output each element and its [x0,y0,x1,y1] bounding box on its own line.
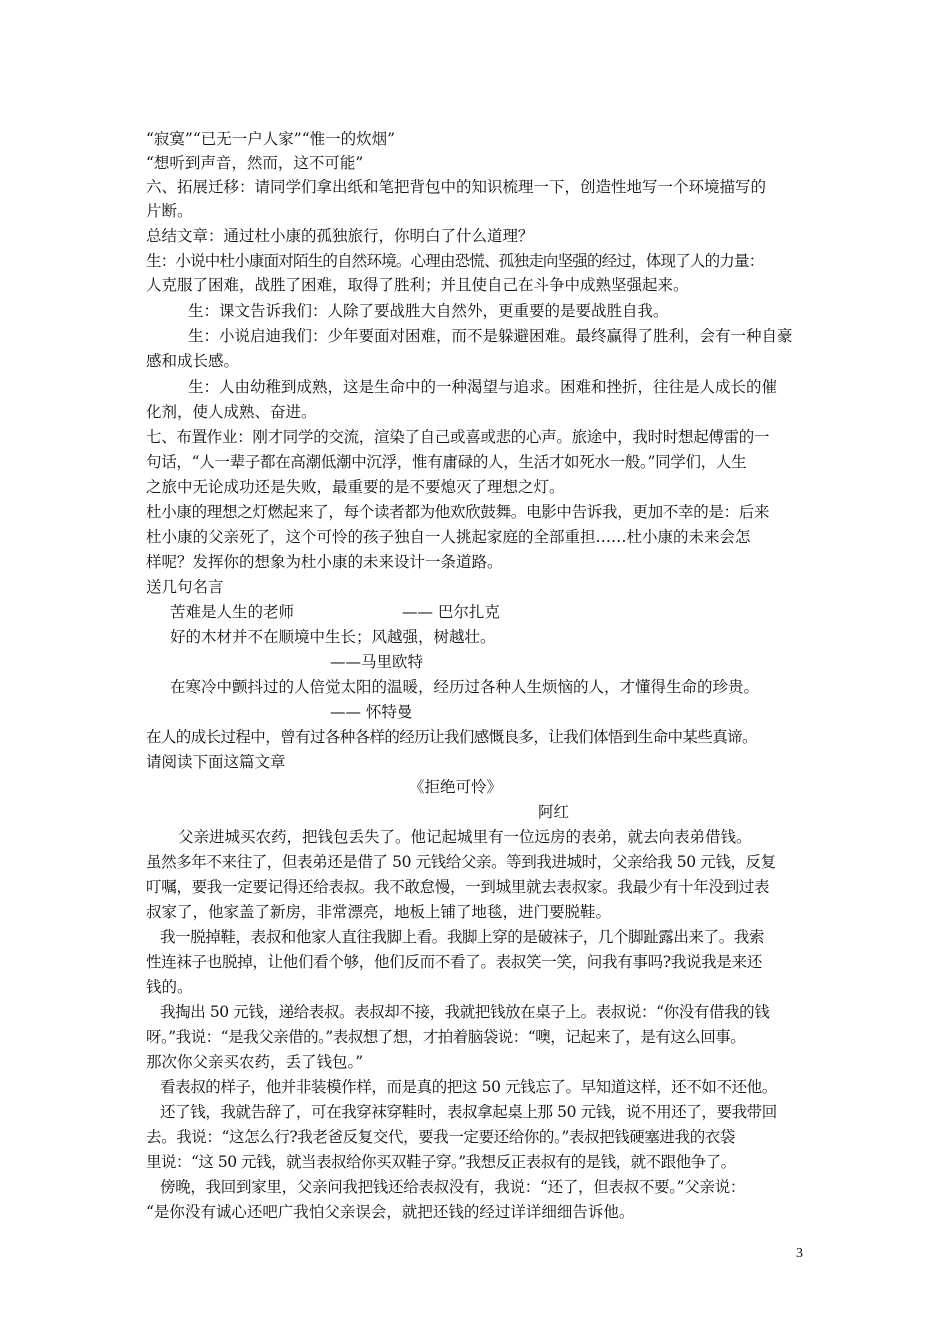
text-line: 杜小康的理想之灯燃起来了，每个读者都为他欢欣鼓舞。电影中告诉我，更加不幸的是：后来 [146,503,770,521]
text-line: 虽然多年不来往了，但表弟还是借了 50 元钱给父亲。等到我进城时，父亲给我 50 元钱，反复 [146,853,776,871]
article-author: 阿红 [538,803,570,821]
text-line: 生：小说中杜小康面对陌生的自然环境。心理由恐慌、孤独走向坚强的经过，体现了人的力量： [146,252,764,270]
text-line: 性连袜子也脱掉，让他们看个够，他们反而不看了。表叔笑一笑，问我有事吗?我说我是来还 [146,953,763,971]
text-line: 叮嘱，要我一定要记得还给表叔。我不敢怠慢，一到城里就去表叔家。我最少有十年没到过表 [146,878,770,896]
text-line: 里说：“这 50 元钱，就当表叔给你买双鞋子穿。”我想反正表叔有的是钱，就不跟他争了。 [146,1153,736,1171]
text-line: 六、拓展迁移：请同学们拿出纸和笔把背包中的知识梳理一下，创造性地写一个环境描写的 [146,178,767,196]
text-line: 生：小说启迪我们：少年要面对困难，而不是躲避困难。最终赢得了胜利，会有一种自豪 [188,327,793,345]
text-line: 化剂，使人成熟、奋进。 [146,403,317,421]
text-line: 在人的成长过程中，曾有过各种各样的经历让我们感慨良多，让我们体悟到生命中某些真谛。 [146,728,757,746]
text-line: 还了钱，我就告辞了，可在我穿袜穿鞋时，表叔拿起桌上那 50 元钱，说不用还了，要我带回 [160,1103,777,1121]
text-line: 送几句名言 [146,578,224,596]
text-line: 去。我说：“这怎么行?我老爸反复交代，要我一定要还给你的。”表叔把钱硬塞进我的衣袋 [146,1128,736,1146]
text-line: 看表叔的样子，他并非装模作样，而是真的把这 50 元钱忘了。早知道这样，还不如不还他。 [160,1078,777,1096]
text-line: 感和成长感。 [146,352,240,370]
text-line: 生：人由幼稚到成熟，这是生命中的一种渴望与追求。困难和挫折，往往是人成长的催 [188,378,778,396]
text-line: 样呢？发挥你的想象为杜小康的未来设计一条道路。 [146,553,503,571]
text-line: 生：课文告诉我们：人除了要战胜大自然外，更重要的是要战胜自我。 [188,302,669,320]
page-number: 3 [796,1246,803,1261]
article-title: 《拒绝可怜》 [409,778,503,796]
quote-author: —— 怀特曼 [330,703,413,721]
text-line: 之旅中无论成功还是失败，最重要的是不要熄灭了理想之灯。 [146,478,565,496]
text-line: “是你没有诚心还吧广我怕父亲误会，就把还钱的经过详详细细告诉他。 [146,1203,635,1221]
text-line: 我掏出 50 元钱，递给表叔。表叔却不接，我就把钱放在桌子上。表叔说：“你没有借我的钱 [160,1003,770,1021]
text-line: “寂寞”“已无一户人家”“惟一的炊烟” [146,130,396,148]
text-line: 叔家了，他家盖了新房，非常漂亮，地板上铺了地毯，进门要脱鞋。 [146,903,612,921]
text-line: 我一脱掉鞋，表叔和他家人直往我脚上看。我脚上穿的是破袜子，几个脚趾露出来了。我索 [160,928,765,946]
text-line: 杜小康的父亲死了，这个可怜的孩子独自一人挑起家庭的全部重担……杜小康的未来会怎 [146,528,751,546]
text-line: 七、布置作业：刚才同学的交流，渲染了自己或喜或悲的心声。旅途中，我时时想起傅雷的一 [146,428,770,446]
quote-text: 在寒冷中颤抖过的人倍觉太阳的温暖，经历过各种人生烦恼的人，才懂得生命的珍贵。 [170,678,760,696]
quote-author: ——马里欧特 [330,653,424,671]
quote-text: 苦难是人生的老师 [170,603,295,621]
text-line: 呀。”我说：“是我父亲借的。”表叔想了想，才拍着脑袋说：“噢，记起来了，是有这么回事。 [146,1028,746,1046]
text-line: 总结文章：通过杜小康的孤独旅行，你明白了什么道理？ [146,227,534,245]
text-line: 钱的。 [146,978,193,996]
text-line: 那次你父亲买农药，丢了钱包。” [146,1053,364,1071]
text-line: 傍晚，我回到家里，父亲问我把钱还给表叔没有，我说：“还了，但表叔不要。”父亲说： [160,1178,746,1196]
text-line: 句话，“人一辈子都在高潮低潮中沉浮，惟有庸碌的人，生活才如死水一般。”同学们，人生 [146,453,747,471]
quote-author: —— 巴尔扎克 [402,603,500,621]
text-line: 人克服了困难，战胜了困难，取得了胜利；并且使自己在斗争中成熟坚强起来。 [146,276,689,294]
quote-text: 好的木材并不在顺境中生长；风越强，树越壮。 [170,628,496,646]
text-line: 请阅读下面这篇文章 [146,753,286,771]
text-line: “想听到声音，然而，这不可能” [146,154,364,172]
text-line: 父亲进城买农药，把钱包丢失了。他记起城里有一位远房的表弟，就去向表弟借钱。 [178,828,752,846]
text-line: 片断。 [146,202,193,220]
